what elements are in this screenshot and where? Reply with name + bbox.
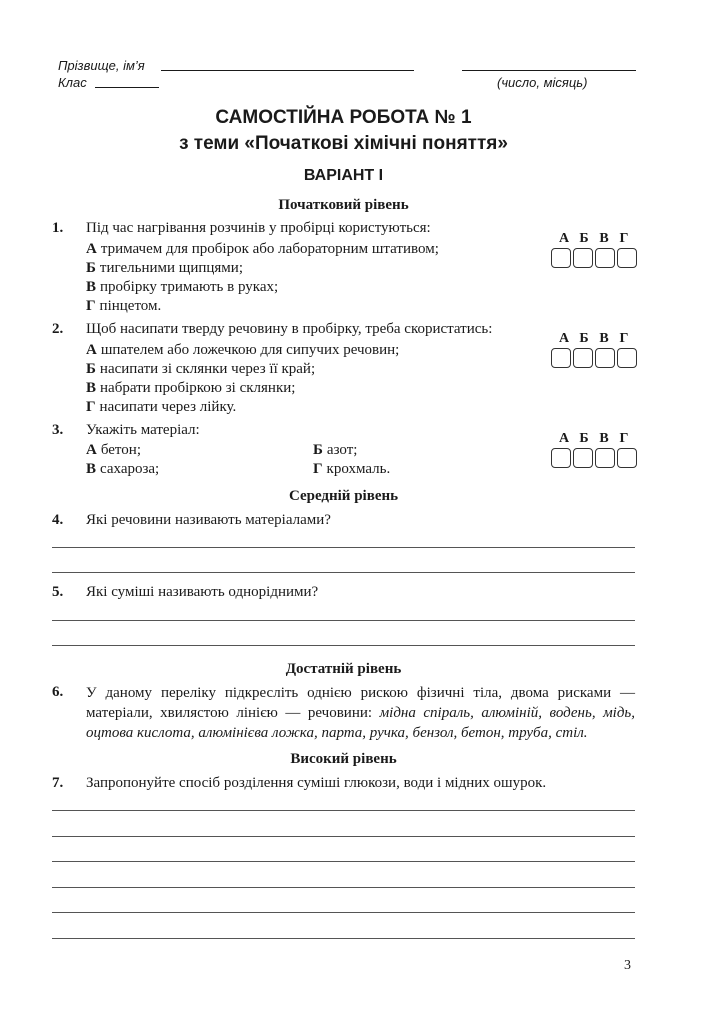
answer-letter-c: В	[599, 331, 609, 346]
answer-line[interactable]	[52, 938, 635, 939]
question-2-option-d: Г насипати через лійку.	[86, 399, 237, 415]
variant-heading: ВАРІАНТ І	[303, 167, 384, 184]
question-2-number: 2.	[52, 321, 64, 337]
question-1-number: 1.	[52, 220, 64, 236]
answer-box-b[interactable]	[573, 348, 593, 368]
answer-letter-c: В	[599, 431, 609, 446]
answer-letter-d: Г	[619, 431, 629, 446]
answer-letter-b: Б	[579, 431, 589, 446]
level-high-heading: Високий рівень	[290, 751, 397, 767]
answer-box-a[interactable]	[551, 448, 571, 468]
class-label: Клас	[58, 75, 87, 90]
answer-line[interactable]	[52, 861, 635, 862]
question-1-option-d: Г пінцетом.	[86, 298, 162, 314]
question-4-number: 4.	[52, 512, 64, 528]
question-5-number: 5.	[52, 584, 64, 600]
answer-line[interactable]	[52, 810, 635, 811]
answer-letter-b: Б	[579, 331, 589, 346]
question-1-option-b: Б тигельними щипцями;	[86, 260, 243, 276]
answer-box-d[interactable]	[617, 448, 637, 468]
question-2-answer-grid	[551, 331, 637, 368]
answer-letter-a: А	[558, 431, 570, 446]
level-sufficient-heading: Достатній рівень	[285, 661, 402, 677]
answer-line[interactable]	[52, 645, 635, 646]
answer-box-d[interactable]	[617, 248, 637, 268]
answer-box-b[interactable]	[573, 448, 593, 468]
answer-line[interactable]	[52, 912, 635, 913]
question-2-text: Щоб насипати тверду речовину в пробірку, треба скористатись:	[86, 321, 493, 337]
answer-line[interactable]	[52, 572, 635, 573]
question-3-option-b: Б азот;	[313, 442, 358, 458]
question-1-option-c: В пробірку тримають в руках;	[86, 279, 279, 295]
question-1-answer-grid	[551, 231, 637, 268]
question-2-option-a: А шпателем або ложечкою для сипучих речовин;	[86, 342, 400, 358]
answer-letter-a: А	[558, 231, 570, 246]
page-number: 3	[624, 958, 631, 973]
answer-line[interactable]	[52, 887, 635, 888]
name-label: Прізвище, ім’я	[58, 58, 145, 73]
question-7-text: Запропонуйте спосіб розділення суміші глюкози, води і мідних ошурок.	[86, 775, 547, 791]
question-6-word-list: мідна спіраль, алюміній, водень, мідь, оцтова кислота, алюмінієва ложка, парта, ручка, бензол, бетон, труба, стіл.	[86, 705, 636, 741]
question-1-option-a: А тримачем для пробірок або лабораторним штативом;	[86, 241, 439, 257]
answer-line[interactable]	[52, 620, 635, 621]
answer-box-a[interactable]	[551, 348, 571, 368]
answer-box-b[interactable]	[573, 248, 593, 268]
question-3-number: 3.	[52, 422, 64, 438]
answer-letter-d: Г	[619, 331, 629, 346]
page-subtitle: з теми «Початкові хімічні поняття»	[179, 133, 508, 154]
answer-box-c[interactable]	[595, 248, 615, 268]
question-3-answer-grid	[551, 431, 637, 468]
answer-letter-b: Б	[579, 231, 589, 246]
question-3-option-d: Г крохмаль.	[313, 461, 391, 477]
question-3-text: Укажіть матеріал:	[86, 422, 200, 438]
page-title: САМОСТІЙНА РОБОТА № 1	[215, 107, 472, 128]
answer-box-c[interactable]	[595, 448, 615, 468]
date-blank[interactable]	[462, 70, 636, 71]
answer-line[interactable]	[52, 547, 635, 548]
name-blank[interactable]	[161, 70, 414, 71]
question-3-option-c: В сахароза;	[86, 461, 160, 477]
answer-letter-a: А	[558, 331, 570, 346]
class-blank[interactable]	[95, 87, 159, 88]
answer-letter-d: Г	[619, 231, 629, 246]
question-7-number: 7.	[52, 775, 64, 791]
question-2-option-b: Б насипати зі склянки через її край;	[86, 361, 316, 377]
question-1-text: Під час нагрівання розчинів у пробірці користуються:	[86, 220, 431, 236]
answer-box-c[interactable]	[595, 348, 615, 368]
question-6-text: У даному переліку підкресліть однією рискою фізичні тіла, двома рисками — матеріали, хвилястою лінією — речовини: мідна спіраль, алюміній, водень, мідь, оцтова кислота, алюмінієва ложка, парта, ручка, бензол, бетон, труба, стіл.	[86, 685, 636, 741]
question-4-text: Які речовини називають матеріалами?	[86, 512, 331, 528]
answer-line[interactable]	[52, 836, 635, 837]
question-5-text: Які суміші називають однорідними?	[86, 584, 319, 600]
level-initial-heading: Початковий рівень	[278, 197, 409, 213]
question-3-option-a: А бетон;	[86, 442, 141, 458]
answer-box-d[interactable]	[617, 348, 637, 368]
question-6-number: 6.	[52, 684, 64, 700]
level-middle-heading: Середній рівень	[288, 488, 399, 504]
question-2-option-c: В набрати пробіркою зі склянки;	[86, 380, 296, 396]
answer-box-a[interactable]	[551, 248, 571, 268]
date-label: (число, місяць)	[497, 75, 588, 90]
answer-letter-c: В	[599, 231, 609, 246]
